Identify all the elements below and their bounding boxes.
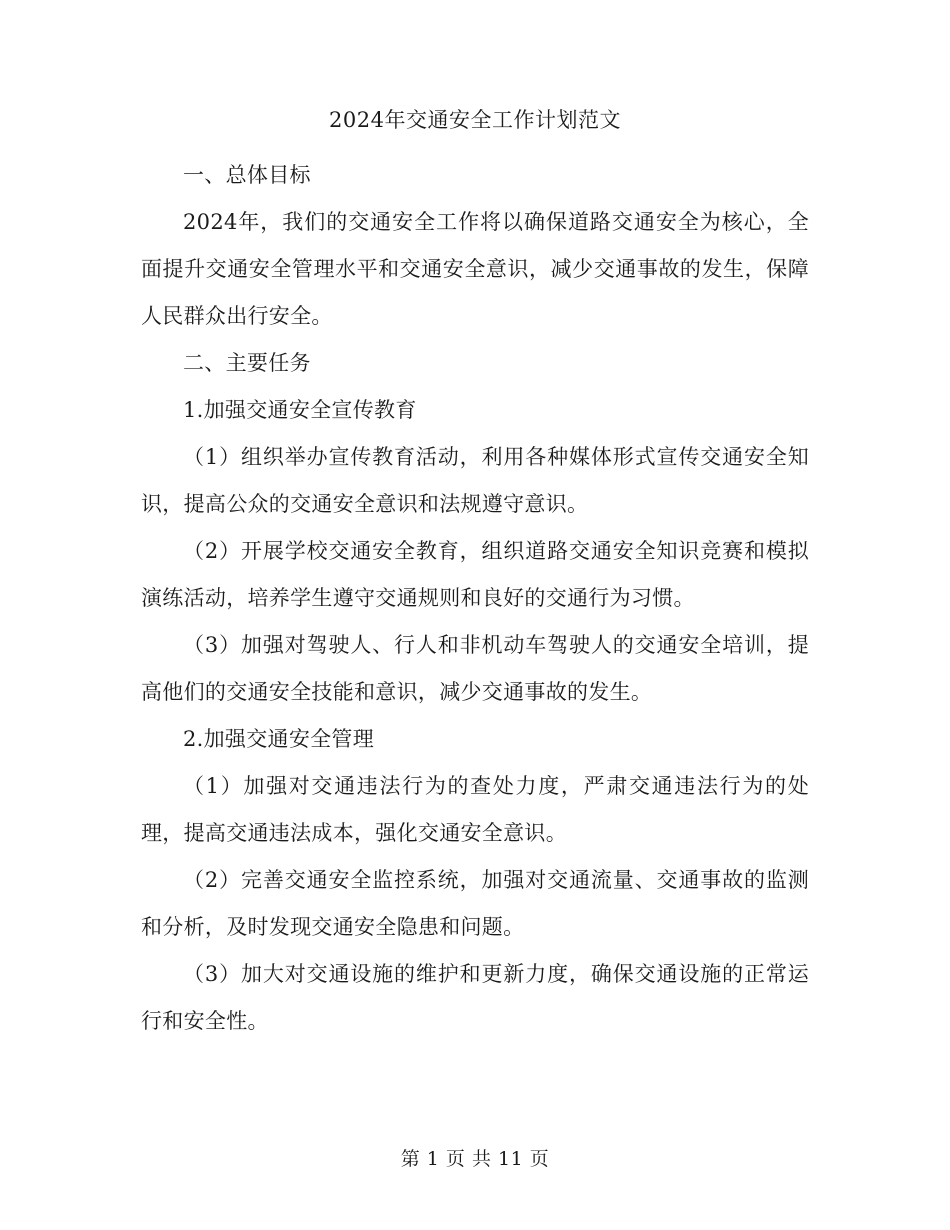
section-heading-goals: 一、总体目标 <box>183 163 311 187</box>
page-label-prefix: 第 <box>400 1148 421 1170</box>
total-pages-number: 11 <box>498 1148 524 1170</box>
document-title: 2024年交通安全工作计划范文 <box>329 108 621 132</box>
paragraph-education-3: （3）加强对驾驶人、行人和非机动车驾驶人的交通安全培训，提高他们的交通安全技能和意识，减少交通事故的发生。 <box>141 633 809 704</box>
paragraph-management-1: （1）加强对交通违法行为的查处力度，严肃交通违法行为的处理，提高交通违法成本，强化交通安全意识。 <box>141 774 809 845</box>
section-heading-tasks: 二、主要任务 <box>183 351 311 375</box>
document-body <box>141 104 809 1045</box>
paragraph-goals: 2024年，我们的交通安全工作将以确保道路交通安全为核心，全面提升交通安全管理水平和交通安全意识，减少交通事故的发生，保障人民群众出行安全。 <box>141 210 809 328</box>
paragraph-education-1: （1）组织举办宣传教育活动，利用各种媒体形式宣传交通安全知识，提高公众的交通安全意识和法规遵守意识。 <box>141 445 809 516</box>
page-label-mid: 页 共 <box>445 1148 492 1170</box>
paragraph-management-2: （2）完善交通安全监控系统，加强对交通流量、交通事故的监测和分析，及时发现交通安全隐患和问题。 <box>141 868 809 939</box>
page-label-suffix: 页 <box>529 1148 550 1170</box>
page-footer <box>0 1146 950 1172</box>
paragraph-management-3: （3）加大对交通设施的维护和更新力度，确保交通设施的正常运行和安全性。 <box>141 962 809 1033</box>
subheading-education: 1.加强交通安全宣传教育 <box>183 398 417 422</box>
paragraph-education-2: （2）开展学校交通安全教育，组织道路交通安全知识竞赛和模拟演练活动，培养学生遵守交通规则和良好的交通行为习惯。 <box>141 539 809 610</box>
current-page-number: 1 <box>426 1148 440 1170</box>
subheading-management: 2.加强交通安全管理 <box>183 727 375 751</box>
